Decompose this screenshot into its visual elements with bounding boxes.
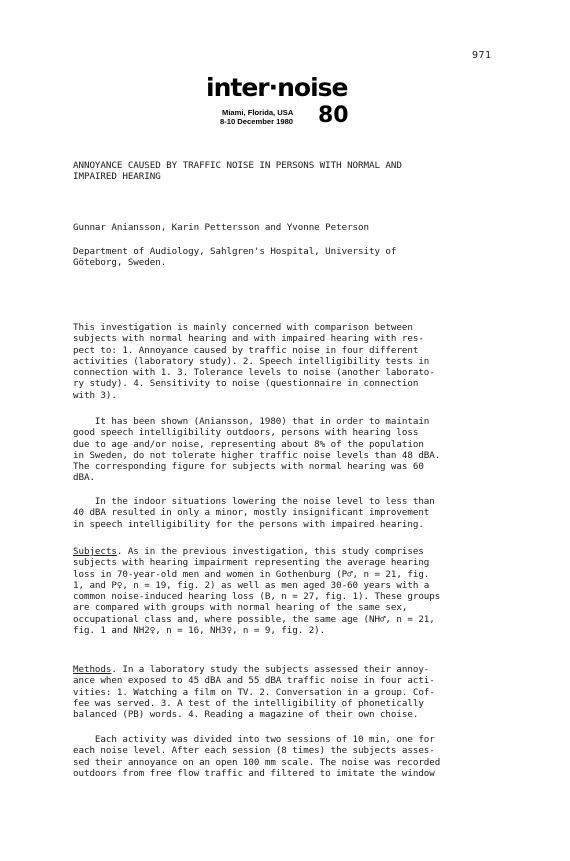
methods-heading: Methods — [73, 664, 112, 675]
logo-date: 8-10 December 1980 — [220, 117, 294, 126]
body-paragraph-subjects — [73, 546, 503, 636]
author-affiliation: Department of Audiology, Sahlgren's Hospital, University of Göteborg, Sweden. — [73, 246, 397, 269]
methods-text: . In a laboratory study the subjects assessed their annoy- ance when exposed to 45 dBA and 55 dBA traffic noise in four acti- vities: 1. Watching a film on TV. 2. Conversation in a group. Cof- fee was served. 3. A test of the intelligibility of phonetically balanced (PB) words. 4. Reading a magazine of their own choise. — [73, 664, 435, 721]
logo-location: Miami, Florida, USA — [222, 108, 294, 117]
paper-title: ANNOYANCE CAUSED BY TRAFFIC NOISE IN PERSONS WITH NORMAL AND IMPAIRED HEARING — [73, 160, 402, 183]
body-paragraph-background: It has been shown (Aniansson, 1980) that in order to maintain good speech intelligibility outdoors, persons with hearing loss due to age and/or noise, representing about 8% of the population in Sweden, do not tolerate higher traffic noise levels than 48 dBA. The corresponding figure for subjects with normal hearing was 60 dBA. — [73, 416, 441, 484]
logo-wordmark: inter·noise — [206, 73, 348, 102]
subjects-text: . As in the previous investigation, this study comprises subjects with hearing impairment representing the average hearing loss in 70-year-old men and women in Gothenburg (P♂, n = 21, fig. 1, and P♀, n = 19, fig. 2) as well as men aged 30-60 years with a common noise-induced hearing loss (B, n = 27, fig. 1). These groups are compared with groups with normal hearing of the same sex, occupational class and, where possible, the same age (NH♂, n = 21, fig. 1 and NH2♀, n = 16, NH3♀, n = 9, fig. 2). — [73, 546, 441, 637]
logo-year: 80 — [318, 103, 349, 128]
body-paragraph-intro: This investigation is mainly concerned with comparison between subjects with normal hearing and with impaired hearing with res- pect to: 1. Annoyance caused by traffic noise in four different activities (laboratory study). 2. Speech intelligibility tests in connection with 1. 3. Tolerance levels to noise (another laborato- ry study). 4. Sensitivity to noise (questionnaire in connection with 3). — [73, 322, 435, 401]
subjects-heading: Subjects — [73, 546, 117, 557]
body-paragraph-methods — [73, 664, 503, 720]
author-list: Gunnar Aniansson, Karin Pettersson and Yvonne Peterson — [73, 222, 369, 233]
page-number: 971 — [472, 50, 492, 61]
body-paragraph-indoor: In the indoor situations lowering the noise level to less than 40 dBA resulted in only a minor, mostly insignificant improvement in speech intelligibility for the persons with impaired hearing. — [73, 496, 435, 530]
body-paragraph-sessions: Each activity was divided into two sessions of 10 min, one for each noise level. After each session (8 times) the subjects asses- sed their annoyance on an open 100 mm scale. The noise was recorded outdoors from free flow traffic and filtered to imitate the window — [73, 734, 441, 779]
conference-logo — [206, 73, 356, 135]
